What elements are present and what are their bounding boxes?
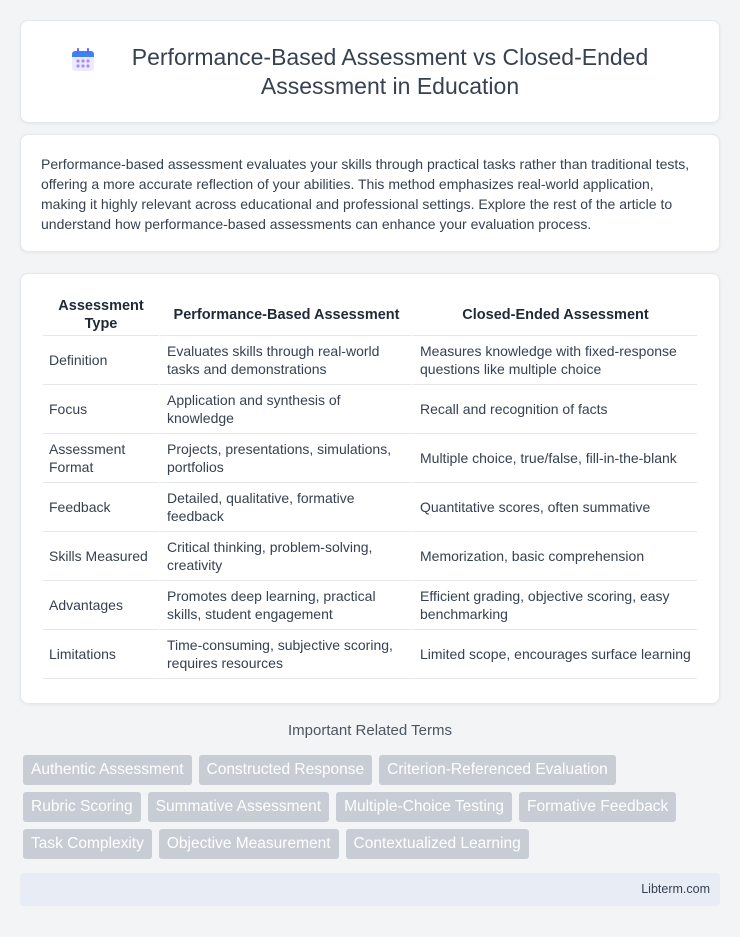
related-term-tag[interactable]: Constructed Response [199,755,373,785]
intro-card [20,134,720,252]
comparison-table [43,294,697,679]
row-label: Advantages [43,581,159,630]
related-term-tag[interactable]: Criterion-Referenced Evaluation [379,755,616,785]
closed-ended-cell: Multiple choice, true/false, fill-in-the-blank [412,434,697,483]
row-label: Assessment Format [43,434,159,483]
table-row [43,434,697,483]
calendar-icon [70,47,96,73]
header-card [20,20,720,123]
header-closed-ended: Closed-Ended Assessment [412,294,697,336]
table-row [43,336,697,385]
row-label: Definition [43,336,159,385]
comparison-table-card [20,273,720,704]
row-label: Skills Measured [43,532,159,581]
closed-ended-cell: Memorization, basic comprehension [412,532,697,581]
table-row [43,532,697,581]
performance-cell: Application and synthesis of knowledge [159,385,412,434]
table-row [43,581,697,630]
table-row [43,483,697,532]
performance-cell: Projects, presentations, simulations, portfolios [159,434,412,483]
performance-cell: Critical thinking, problem-solving, creativity [159,532,412,581]
closed-ended-cell: Measures knowledge with fixed-response questions like multiple choice [412,336,697,385]
related-term-tag[interactable]: Task Complexity [23,829,152,859]
related-terms-heading: Important Related Terms [288,722,452,739]
related-term-tag[interactable]: Summative Assessment [148,792,329,822]
related-term-tag[interactable]: Objective Measurement [159,829,339,859]
performance-cell: Detailed, qualitative, formative feedback [159,483,412,532]
row-label: Focus [43,385,159,434]
closed-ended-cell: Quantitative scores, often summative [412,483,697,532]
table-row [43,385,697,434]
closed-ended-cell: Recall and recognition of facts [412,385,697,434]
related-term-tag[interactable]: Rubric Scoring [23,792,141,822]
closed-ended-cell: Limited scope, encourages surface learning [412,630,697,679]
related-term-tag[interactable]: Contextualized Learning [346,829,529,859]
page-title: Performance-Based Assessment vs Closed-Ended Assessment in Education [131,43,649,99]
site-link[interactable]: Libterm.com [641,882,710,896]
table-header-row [43,294,697,336]
performance-cell: Time-consuming, subjective scoring, requires resources [159,630,412,679]
header-performance-based: Performance-Based Assessment [159,294,412,336]
row-label: Feedback [43,483,159,532]
related-term-tag[interactable]: Authentic Assessment [23,755,192,785]
related-terms-list [23,755,723,859]
closed-ended-cell: Efficient grading, objective scoring, easy benchmarking [412,581,697,630]
related-term-tag[interactable]: Formative Feedback [519,792,676,822]
performance-cell: Evaluates skills through real-world tasks and demonstrations [159,336,412,385]
intro-paragraph: Performance-based assessment evaluates your skills through practical tasks rather than traditional tests, offering a more accurate reflection of your abilities. This method emphasizes real-world application, making it highly relevant across educational and professional settings. Explore the rest of the article to understand how performance-based assessments can enhance your evaluation process. [41,156,690,232]
related-term-tag[interactable]: Multiple-Choice Testing [336,792,512,822]
header-assessment-type: Assessment Type [43,294,159,336]
footer [20,873,720,906]
row-label: Limitations [43,630,159,679]
performance-cell: Promotes deep learning, practical skills, student engagement [159,581,412,630]
table-row [43,630,697,679]
